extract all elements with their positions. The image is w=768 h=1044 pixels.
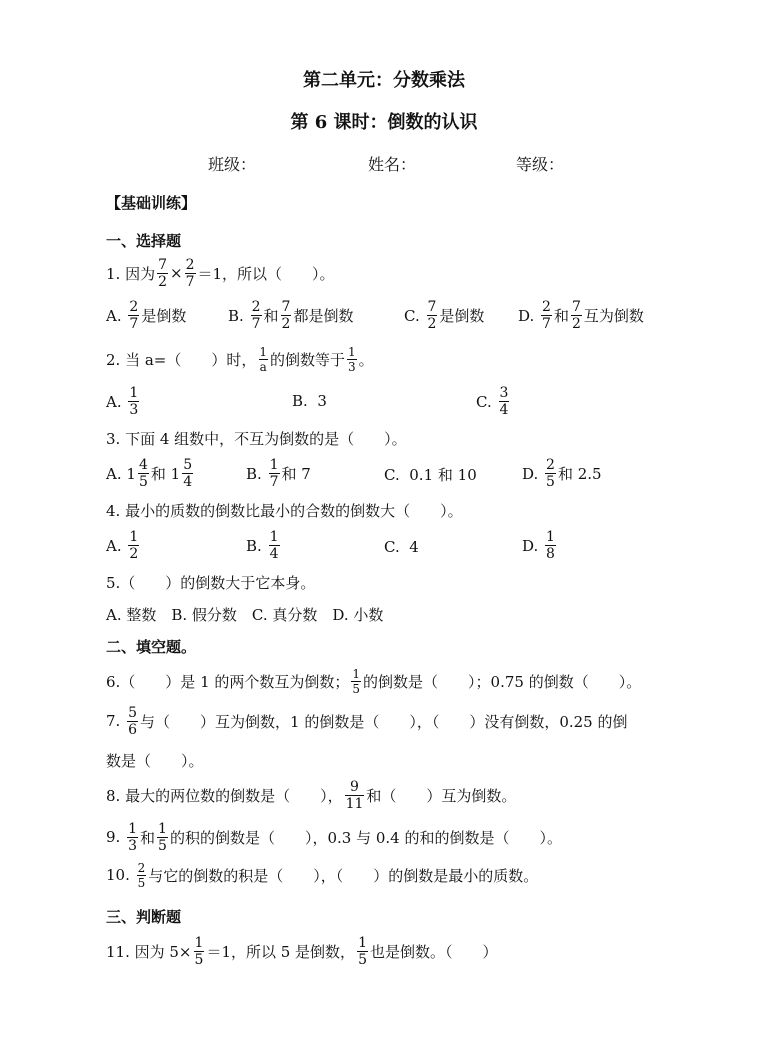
text-segment bbox=[171, 458, 195, 489]
fraction bbox=[269, 530, 280, 561]
denominator: 5 bbox=[194, 951, 204, 968]
numerator: 1 bbox=[269, 457, 279, 473]
text-segment: 也是倒数。（ ） bbox=[369, 942, 498, 961]
q4-option-a[interactable] bbox=[106, 530, 141, 561]
fraction bbox=[138, 458, 149, 489]
denominator: 7 bbox=[129, 316, 139, 332]
fraction bbox=[157, 258, 168, 289]
denominator: 5 bbox=[158, 837, 167, 854]
fraction bbox=[345, 780, 365, 811]
numerator: 2 bbox=[251, 299, 261, 315]
text-segment: 互为倒数 bbox=[583, 307, 644, 325]
page-title: 第二单元：分数乘法 bbox=[303, 70, 465, 91]
text-segment: B. bbox=[292, 392, 308, 410]
text-segment: C. bbox=[384, 465, 400, 484]
text-segment: 和 bbox=[140, 828, 156, 847]
denominator: 5 bbox=[352, 681, 361, 696]
text-segment: B. bbox=[228, 306, 244, 325]
numerator: 1 bbox=[194, 934, 204, 951]
denominator: 4 bbox=[269, 546, 279, 562]
numerator: 1 bbox=[128, 820, 138, 837]
text-segment: 和（ ）互为倒数。 bbox=[366, 786, 517, 805]
denominator: 7 bbox=[269, 474, 279, 490]
fraction bbox=[128, 386, 139, 417]
numerator: 1 bbox=[129, 529, 139, 545]
question-10 bbox=[106, 860, 538, 890]
question-7-cont: 数是（ ）。 bbox=[106, 752, 204, 770]
text-segment: D. bbox=[518, 306, 535, 325]
denominator: 5 bbox=[137, 875, 146, 890]
denominator: 7 bbox=[542, 316, 551, 332]
fraction bbox=[127, 822, 138, 853]
text-segment: 的积的倒数是（ ），0.3 与 0.4 的和的倒数是（ ）。 bbox=[169, 828, 562, 847]
numerator: 1 bbox=[348, 344, 356, 359]
denominator: 5 bbox=[358, 951, 367, 968]
fraction bbox=[545, 530, 556, 561]
question-9 bbox=[106, 822, 562, 852]
text-segment: ＝1，所以 5 是倒数， bbox=[206, 942, 356, 961]
denominator: 3 bbox=[348, 359, 356, 374]
q1-option-d[interactable] bbox=[518, 300, 644, 331]
numerator: 7 bbox=[571, 299, 581, 315]
fraction bbox=[545, 458, 556, 489]
denominator: 3 bbox=[129, 402, 139, 418]
denominator: 4 bbox=[183, 474, 193, 490]
text-segment: 与它的倒数的积是（ ），（ ）的倒数是最小的质数。 bbox=[148, 866, 539, 885]
denominator: 2 bbox=[571, 316, 581, 332]
numerator: 1 bbox=[129, 385, 139, 401]
fraction bbox=[258, 346, 268, 373]
text-segment: 6.（ ）是 1 的两个数互为倒数； bbox=[106, 672, 350, 691]
q4-option-d[interactable] bbox=[522, 530, 558, 561]
text-segment: 都是倒数 bbox=[293, 307, 354, 325]
numerator: 7 bbox=[281, 299, 291, 315]
denominator: 7 bbox=[251, 316, 261, 332]
text-segment: 和 7 bbox=[281, 465, 311, 483]
text-segment: C. bbox=[476, 392, 492, 411]
fraction bbox=[347, 346, 357, 373]
text-segment: 和 bbox=[263, 307, 279, 325]
q4-option-b[interactable] bbox=[246, 530, 282, 561]
denominator: 8 bbox=[546, 546, 555, 562]
fraction bbox=[427, 300, 438, 331]
text-segment: 和 bbox=[150, 465, 166, 483]
denominator: 3 bbox=[128, 837, 138, 854]
text-segment: 是倒数 bbox=[141, 307, 187, 325]
text-segment: ＝1，所以（ ）。 bbox=[197, 264, 335, 283]
question-6 bbox=[106, 666, 641, 696]
question-2 bbox=[106, 344, 374, 374]
text-segment: C. bbox=[384, 538, 400, 556]
fraction bbox=[185, 258, 196, 289]
numerator: 1 bbox=[358, 934, 367, 951]
denominator: 4 bbox=[499, 402, 509, 418]
q5-options[interactable]: A. 整数 B. 假分数 C. 真分数 D. 小数 bbox=[106, 606, 384, 624]
fraction bbox=[281, 300, 292, 331]
text-segment: B. bbox=[246, 464, 262, 483]
grade-label: 等级： bbox=[516, 155, 565, 174]
name-label: 姓名： bbox=[368, 155, 417, 174]
numerator: 9 bbox=[350, 778, 359, 795]
q2-option-c[interactable] bbox=[476, 386, 511, 417]
fraction bbox=[127, 706, 138, 737]
question-7 bbox=[106, 706, 628, 736]
text-segment: 1. 因为 bbox=[106, 264, 156, 283]
text-segment: C. bbox=[404, 306, 420, 325]
text-segment: D. bbox=[522, 464, 539, 483]
numerator: 3 bbox=[499, 385, 509, 401]
text-segment: A. bbox=[106, 536, 122, 555]
denominator: 7 bbox=[185, 273, 195, 290]
q1-option-b[interactable] bbox=[228, 300, 353, 331]
denominator: 2 bbox=[129, 546, 139, 562]
question-1 bbox=[106, 258, 335, 288]
numerator: 1 bbox=[259, 344, 268, 359]
numerator: 1 bbox=[352, 666, 361, 681]
question-11 bbox=[106, 936, 498, 966]
fraction bbox=[251, 300, 262, 331]
q3-option-c[interactable] bbox=[384, 464, 477, 485]
text-segment: 3 bbox=[317, 392, 327, 410]
text-segment: 的倒数是（ ）；0.75 的倒数（ ）。 bbox=[363, 672, 642, 691]
denominator: 6 bbox=[128, 721, 138, 738]
text-segment: 和 bbox=[553, 307, 569, 325]
text-segment: B. bbox=[246, 536, 262, 555]
numerator: 2 bbox=[185, 256, 195, 273]
text-segment: × bbox=[170, 264, 183, 282]
q1-option-c[interactable] bbox=[404, 300, 484, 331]
fraction bbox=[269, 458, 280, 489]
denominator: 11 bbox=[345, 795, 364, 812]
numerator: 2 bbox=[129, 299, 139, 315]
section-judge: 三、判断题 bbox=[106, 908, 182, 926]
text-segment: 1 bbox=[126, 464, 136, 483]
section-fill: 二、填空题。 bbox=[106, 638, 197, 656]
q1-option-a[interactable] bbox=[106, 300, 186, 331]
q2-option-b[interactable] bbox=[292, 392, 327, 410]
fraction bbox=[137, 862, 147, 889]
fraction bbox=[157, 822, 168, 853]
numerator: 2 bbox=[137, 860, 146, 875]
q3-option-d[interactable] bbox=[522, 458, 602, 489]
denominator: 2 bbox=[158, 273, 168, 290]
numerator: 4 bbox=[138, 457, 148, 473]
q4-option-c[interactable] bbox=[384, 538, 419, 556]
denominator: a bbox=[259, 359, 267, 374]
question-3: 3. 下面 4 组数中，不互为倒数的是（ ）。 bbox=[106, 430, 407, 448]
fraction bbox=[541, 300, 552, 331]
denominator: 2 bbox=[427, 316, 437, 332]
numerator: 5 bbox=[183, 457, 193, 473]
text-segment bbox=[126, 458, 150, 489]
q2-option-a[interactable] bbox=[106, 386, 141, 417]
lesson-title: 第 6 课时：倒数的认识 bbox=[290, 112, 478, 133]
class-label: 班级： bbox=[208, 155, 257, 174]
section-basic: 【基础训练】 bbox=[106, 194, 197, 212]
denominator: 5 bbox=[546, 474, 555, 490]
text-segment: 9. bbox=[106, 828, 121, 846]
text-segment: 是倒数 bbox=[439, 307, 485, 325]
fraction bbox=[128, 530, 139, 561]
question-5: 5.（ ）的倒数大于它本身。 bbox=[106, 574, 316, 592]
numerator: 2 bbox=[542, 299, 551, 315]
question-4: 4. 最小的质数的倒数比最小的合数的倒数大（ ）。 bbox=[106, 502, 463, 520]
question-8 bbox=[106, 780, 516, 810]
fraction bbox=[571, 300, 582, 331]
text-segment: A. bbox=[106, 392, 122, 411]
q3-option-a[interactable] bbox=[106, 458, 195, 489]
fraction bbox=[128, 300, 139, 331]
text-segment: 0.1 和 10 bbox=[409, 466, 477, 484]
text-segment: A. bbox=[106, 464, 122, 483]
text-segment: 与（ ）互为倒数，1 的倒数是（ ），（ ）没有倒数，0.25 的倒 bbox=[140, 712, 628, 731]
numerator: 1 bbox=[158, 820, 167, 837]
denominator: 5 bbox=[138, 474, 148, 490]
text-segment: 7. bbox=[106, 712, 121, 730]
fraction bbox=[194, 936, 205, 967]
fraction bbox=[357, 936, 368, 967]
text-segment: 8. 最大的两位数的倒数是（ ）， bbox=[106, 786, 343, 805]
text-segment: 。 bbox=[358, 350, 374, 369]
numerator: 5 bbox=[128, 704, 138, 721]
q3-option-b[interactable] bbox=[246, 458, 311, 489]
numerator: 1 bbox=[269, 529, 279, 545]
fraction bbox=[499, 386, 510, 417]
numerator: 2 bbox=[546, 457, 555, 473]
denominator: 2 bbox=[281, 316, 291, 332]
numerator: 7 bbox=[158, 256, 168, 273]
fraction bbox=[182, 458, 193, 489]
fraction bbox=[351, 668, 361, 695]
numerator: 7 bbox=[427, 299, 437, 315]
section-choice: 一、选择题 bbox=[106, 232, 182, 250]
text-segment: 1 bbox=[170, 464, 181, 483]
text-segment: A. bbox=[106, 306, 122, 325]
text-segment: D. bbox=[522, 536, 539, 555]
text-segment: 和 2.5 bbox=[557, 465, 602, 483]
numerator: 1 bbox=[546, 529, 555, 545]
text-segment: 的倒数等于 bbox=[270, 350, 346, 369]
text-segment: 11. 因为 5× bbox=[106, 942, 192, 961]
text-segment: 4 bbox=[409, 538, 419, 556]
text-segment: 2. 当 a=（ ）时， bbox=[106, 350, 257, 369]
text-segment: 10. bbox=[106, 866, 130, 884]
